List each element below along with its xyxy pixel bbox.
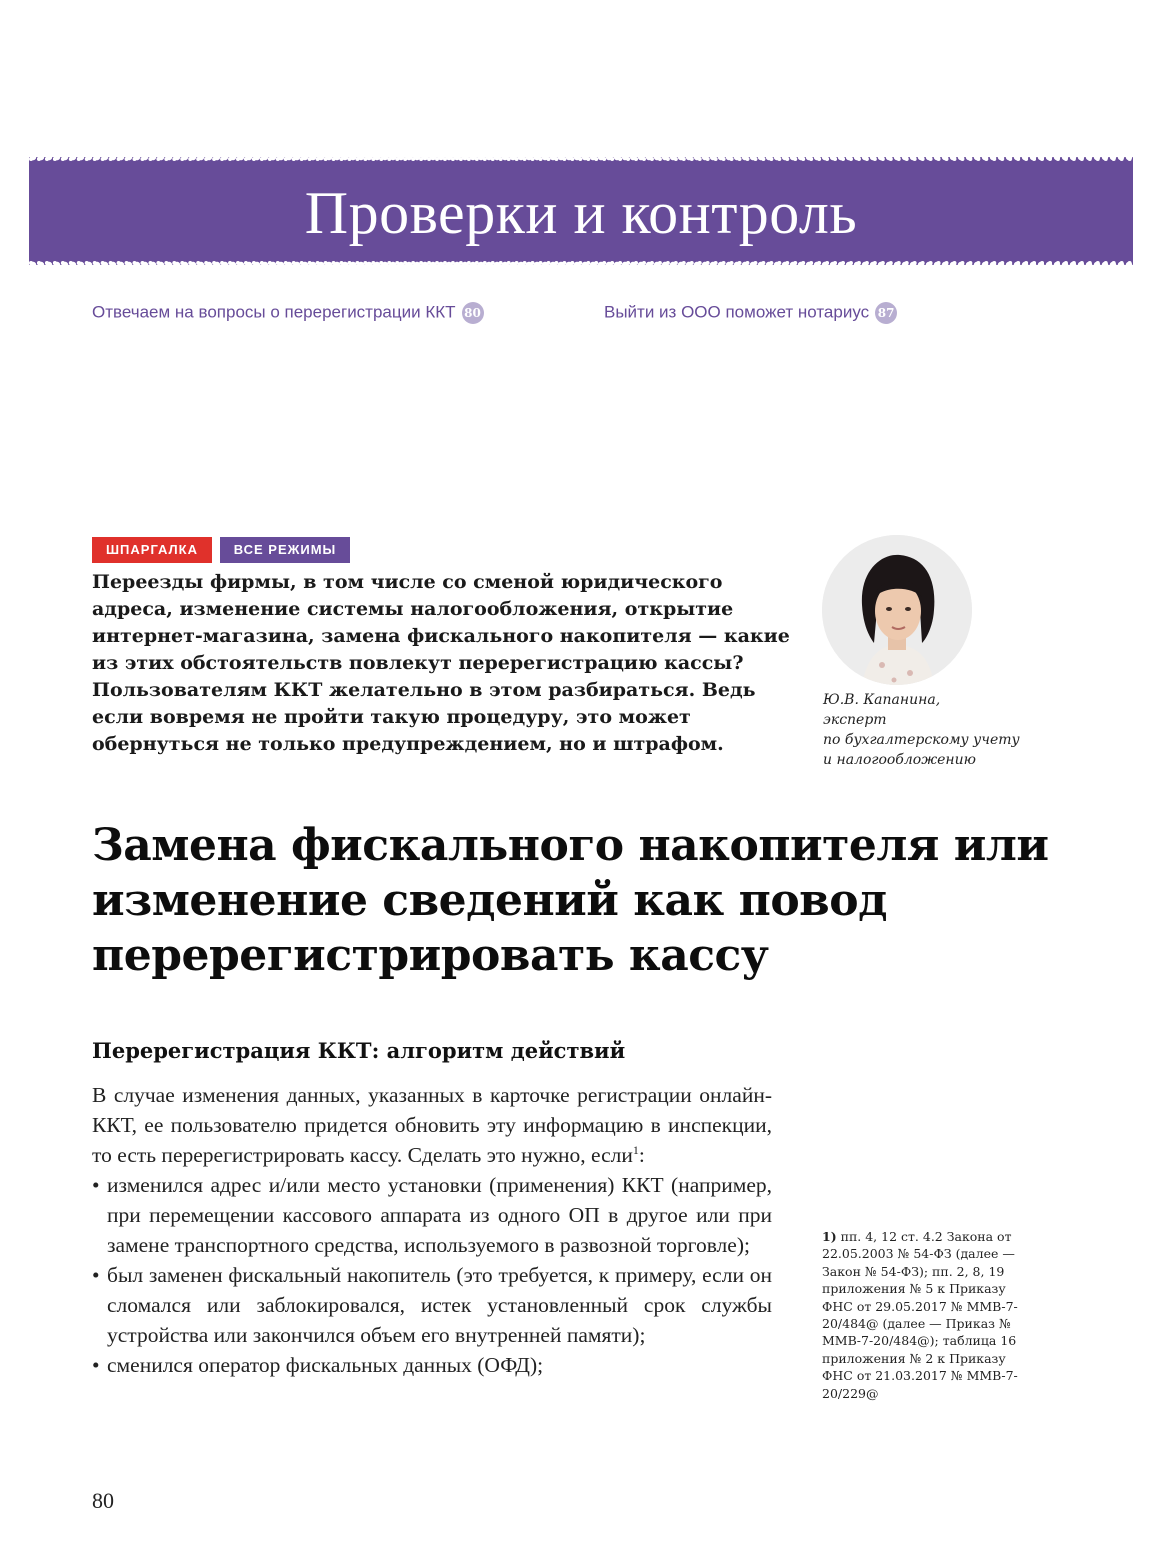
section-title: Проверки и контроль	[304, 180, 858, 246]
page-badge: 80	[462, 302, 484, 324]
tag-all-regimes: ВСЕ РЕЖИМЫ	[220, 537, 350, 563]
article-body	[92, 1080, 772, 1380]
page-number: 80	[92, 1488, 114, 1513]
teaser-text: Отвечаем на вопросы о перерегистрации ККТ	[92, 302, 456, 322]
teaser-link-kkt[interactable]	[92, 302, 484, 324]
author-name: Ю.В. Капанина,	[823, 692, 941, 708]
list-item: • был заменен фискальный накопитель (это требуется, к примеру, если он сломался или заблокировался, истек установленный срок службы устройства или закончился объем его внутренней памяти);	[92, 1260, 772, 1350]
intro-paragraph	[92, 1080, 772, 1170]
page-badge: 87	[875, 302, 897, 324]
author-portrait-icon	[822, 535, 972, 685]
footnote-ref[interactable]: 1	[632, 1142, 639, 1157]
article-headline: Замена фискального накопителя или изменение сведений как повод перерегистрировать кассу	[92, 820, 1049, 981]
section-banner	[29, 157, 1133, 265]
author-caption	[823, 690, 1053, 770]
author-role: по бухгалтерскому учету	[823, 732, 1020, 748]
teaser-link-notary[interactable]	[604, 302, 897, 324]
footnote-marker: 1)	[822, 1229, 837, 1244]
intro-text: В случае изменения данных, указанных в карточке регистрации онлайн-ККТ, ее пользователю придется обновить эту информацию в инспекции, то есть перерегистрировать кассу. Сделать это нужно, если	[92, 1083, 772, 1167]
intro-end: :	[638, 1143, 645, 1167]
author-photo	[822, 535, 972, 685]
footnote	[822, 1228, 1037, 1402]
tag-cheatsheet: ШПАРГАЛКА	[92, 537, 212, 563]
teaser-text: Выйти из ООО поможет нотариус	[604, 302, 870, 322]
author-role: и налогообложению	[823, 752, 976, 768]
list-item: • сменился оператор фискальных данных (ОФД);	[92, 1350, 772, 1380]
list-item: • изменился адрес и/или место установки (применения) ККТ (например, при перемещении кассового аппарата из одного ОП в другое или при замене транспортного средства, используемого в развозной торговле);	[92, 1170, 772, 1260]
article-subhead: Перерегистрация ККТ: алгоритм действий	[92, 1038, 626, 1063]
lead-paragraph: Переезды фирмы, в том числе со сменой юридического адреса, изменение системы налогообложения, открытие интернет-магазина, замена фискального накопителя — какие из этих обстоятельств повлекут перерегистрацию кассы? Пользователям ККТ желательно в этом разбираться. Ведь если вовремя не пройти такую процедуру, это может обернуться не только предупреждением, но и штрафом.	[92, 571, 790, 755]
footnote-text: пп. 4, 12 ст. 4.2 Закона от 22.05.2003 № 54-ФЗ (далее — Закон № 54-ФЗ); пп. 2, 8, 19 приложения № 5 к Приказу ФНС от 29.05.2017 № ММВ-7-20/484@ (далее — Приказ № ММВ-7-20/484@); таблица 16 приложения № 2 к Приказу ФНС от 21.03.2017 № ММВ-7-20/229@	[822, 1229, 1018, 1401]
conditions-list	[92, 1170, 772, 1380]
author-role: эксперт	[823, 712, 887, 728]
